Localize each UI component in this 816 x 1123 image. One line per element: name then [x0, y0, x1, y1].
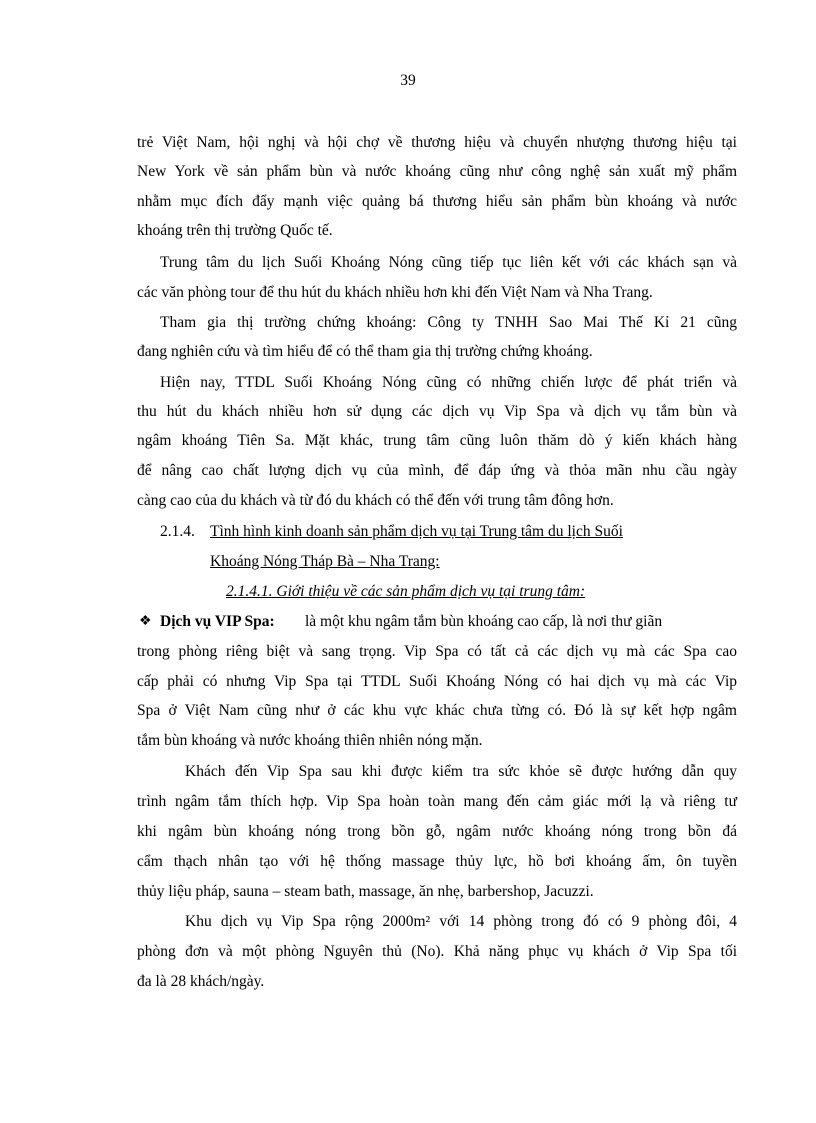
body-line: trong phòng riêng biệt và sang trọng. Vip Spa có tất cả các dịch vụ mà các Spa cao — [137, 643, 737, 660]
body-line: đang nghiên cứu và tìm hiểu để có thể tham gia thị trường chứng khoáng. — [137, 343, 593, 360]
section-number: 2.1.4. — [160, 523, 195, 540]
body-line: Spa ở Việt Nam cũng như ở các khu vực khác chưa từng có. Đó là sự kết hợp ngâm — [137, 702, 737, 719]
section-heading-line: Tình hình kinh doanh sản phẩm dịch vụ tại Trung tâm du lịch Suối — [210, 523, 623, 540]
body-line: đa là 28 khách/ngày. — [137, 973, 265, 990]
body-line: tắm bùn khoáng và nước khoáng thiên nhiên nóng mặn. — [137, 732, 483, 749]
body-line: ngâm khoáng Tiên Sa. Mặt khác, trung tâm cũng luôn thăm dò ý kiến khách hàng — [137, 432, 737, 449]
body-line: nhằm mục đích đẩy mạnh việc quảng bá thương hiểu sản phẩm bùn khoáng và nước — [137, 193, 737, 210]
body-line: thủy liệu pháp, sauna – steam bath, massage, ăn nhẹ, barbershop, Jacuzzi. — [137, 883, 594, 900]
section-heading-line: Khoáng Nóng Tháp Bà – Nha Trang: — [210, 553, 440, 570]
body-line: New York về sản phẩm bùn và nước khoáng cũng như công nghệ sản xuất mỹ phẩm — [137, 163, 737, 180]
body-line: Tham gia thị trường chứng khoáng: Công ty TNHH Sao Mai Thế Kỉ 21 cũng — [160, 314, 737, 331]
body-line: là một khu ngâm tắm bùn khoáng cao cấp, là nơi thư giãn — [305, 613, 663, 630]
diamond-bullet-icon: ❖ — [139, 614, 152, 629]
page-number: 39 — [400, 72, 416, 89]
body-line: các văn phòng tour để thu hút du khách nhiều hơn khi đến Việt Nam và Nha Trang. — [137, 284, 653, 301]
body-line: trẻ Việt Nam, hội nghị và hội chợ về thương hiệu và chuyển nhượng thương hiệu tại — [137, 134, 737, 151]
body-line: Khu dịch vụ Vip Spa rộng 2000m² với 14 phòng trong đó có 9 phòng đôi, 4 — [185, 913, 737, 930]
body-line: khoáng trên thị trường Quốc tế. — [137, 222, 333, 239]
body-line: Khách đến Vip Spa sau khi được kiểm tra sức khỏe sẽ được hướng dẫn quy — [185, 763, 737, 780]
body-line: để nâng cao chất lượng dịch vụ của mình, để đáp ứng và thỏa mãn nhu cầu ngày — [137, 462, 737, 479]
body-line: Hiện nay, TTDL Suối Khoáng Nóng cũng có những chiến lược để phát triển và — [160, 374, 737, 391]
subsection-heading: 2.1.4.1. Giới thiệu về các sản phẩm dịch vụ tại trung tâm: — [226, 583, 586, 600]
body-line: càng cao của du khách và từ đó du khách có thể đến với trung tâm đông hơn. — [137, 492, 614, 509]
body-line: cấp phải có nhưng Vip Spa tại TTDL Suối Khoáng Nóng có hai dịch vụ mà các Vip — [137, 673, 737, 690]
body-line: thu hút du khách nhiều hơn sử dụng các dịch vụ Vip Spa và dịch vụ tắm bùn và — [137, 403, 737, 420]
body-line: cẩm thạch nhân tạo với hệ thống massage thủy lực, hồ bơi khoáng ấm, ôn tuyền — [137, 853, 737, 870]
body-line: phòng đơn và một phòng Nguyên thủ (No). Khả năng phục vụ khách ở Vip Spa tối — [137, 943, 737, 960]
vip-spa-label: Dịch vụ VIP Spa: — [160, 613, 275, 630]
body-line: Trung tâm du lịch Suối Khoáng Nóng cũng tiếp tục liên kết với các khách sạn và — [160, 254, 737, 271]
body-line: khi ngâm bùn khoáng nóng trong bồn gỗ, ngâm nước khoáng nóng trong bồn đá — [137, 823, 737, 840]
body-line: trình ngâm tắm thích hợp. Vip Spa hoàn toàn mang đến cảm giác mới lạ và riêng tư — [137, 793, 737, 810]
